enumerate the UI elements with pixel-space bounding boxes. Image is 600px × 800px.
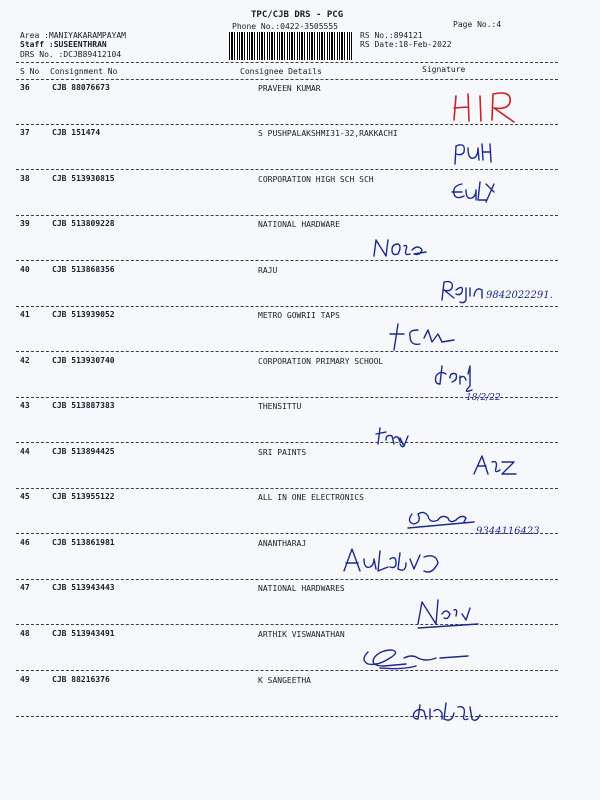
svg-text:9842022291.: 9842022291. <box>486 290 553 301</box>
signature-41 <box>388 320 462 354</box>
row-divider <box>16 260 558 261</box>
consignment-number: CJB 513930815 <box>52 174 115 183</box>
signature-36 <box>452 90 522 124</box>
row-divider <box>16 124 558 125</box>
signature-38 <box>450 178 500 208</box>
row-divider <box>16 351 558 352</box>
serial-number: 44 <box>20 447 30 456</box>
consignment-number: CJB 513955122 <box>52 492 115 501</box>
signature-49 <box>410 695 490 725</box>
serial-number: 39 <box>20 219 30 228</box>
sheet-title: TPC/CJB DRS - PCG <box>251 10 344 20</box>
col-consignment: Consignment No <box>50 67 118 76</box>
consignment-number: CJB 513887383 <box>52 401 115 410</box>
consignee-name: METRO GOWRII TAPS <box>258 311 340 320</box>
consignment-number: CJB 513809228 <box>52 219 115 228</box>
consignment-number: CJB 513861981 <box>52 538 115 547</box>
serial-number: 36 <box>20 83 30 92</box>
signature-44 <box>470 452 524 480</box>
svg-text:18/2/22: 18/2/22 <box>466 393 501 403</box>
consignment-number: CJB 513943443 <box>52 583 115 592</box>
signature-40 <box>438 276 558 304</box>
serial-number: 45 <box>20 492 30 501</box>
col-signature: Signature <box>422 65 466 74</box>
consignee-name: S PUSHPALAKSHMI31-32,RAKKACHI <box>258 129 398 138</box>
signature-46 <box>340 545 444 581</box>
barcode <box>229 32 352 60</box>
row-divider <box>16 442 558 443</box>
consignment-number: CJB 513943491 <box>52 629 115 638</box>
consignment-number: CJB 513894425 <box>52 447 115 456</box>
header-divider <box>16 62 558 63</box>
phone-number: Phone No.:0422-3505555 <box>232 22 338 31</box>
consignee-name: ARTHIK VISWANATHAN <box>258 630 345 639</box>
serial-number: 43 <box>20 401 30 410</box>
consignment-number: CJB 513939052 <box>52 310 115 319</box>
column-divider <box>16 79 558 80</box>
signature-42 <box>432 362 516 406</box>
consignment-number: CJB 151474 <box>52 128 101 137</box>
row-divider <box>16 215 558 216</box>
serial-number: 38 <box>20 174 30 183</box>
row-divider <box>16 306 558 307</box>
row-divider <box>16 488 558 489</box>
row-divider <box>16 169 558 170</box>
rs-number: RS No.:894121 <box>360 31 423 40</box>
signature-48 <box>356 644 476 674</box>
consignee-name: K SANGEETHA <box>258 676 311 685</box>
area-label: Area :MANIYAKARAMPAYAM <box>20 31 126 40</box>
signature-37 <box>452 140 502 168</box>
svg-text:9344116423: 9344116423 <box>476 526 540 537</box>
rs-date: RS Date:18-Feb-2022 <box>360 40 452 49</box>
serial-number: 40 <box>20 265 30 274</box>
consignment-number: CJB 88076673 <box>52 83 110 92</box>
drs-number: DRS No. :DCJB89412104 <box>20 50 122 59</box>
staff-label: Staff :SUSEENTHRAN <box>20 40 107 49</box>
consignee-name: RAJU <box>258 266 278 275</box>
consignment-number: CJB 88216376 <box>52 675 110 684</box>
serial-number: 46 <box>20 538 30 547</box>
col-consignee: Consignee Details <box>240 67 322 76</box>
signature-43 <box>374 424 416 450</box>
serial-number: 48 <box>20 629 30 638</box>
consignee-name: SRI PAINTS <box>258 448 307 457</box>
consignee-name: NATIONAL HARDWARE <box>258 220 340 229</box>
consignee-name: CORPORATION HIGH SCH SCH <box>258 175 374 184</box>
consignee-name: THENSITTU <box>258 402 302 411</box>
signature-45 <box>404 504 562 544</box>
serial-number: 37 <box>20 128 30 137</box>
serial-number: 47 <box>20 583 30 592</box>
col-sno: S No <box>20 67 40 76</box>
serial-number: 41 <box>20 310 30 319</box>
consignee-name: NATIONAL HARDWARES <box>258 584 345 593</box>
consignment-number: CJB 513930740 <box>52 356 115 365</box>
serial-number: 42 <box>20 356 30 365</box>
row-divider <box>16 670 558 671</box>
consignment-number: CJB 513868356 <box>52 265 115 274</box>
consignee-name: ANANTHARAJ <box>258 539 307 548</box>
serial-number: 49 <box>20 675 30 684</box>
signature-47 <box>414 596 484 632</box>
consignee-name: CORPORATION PRIMARY SCHOOL <box>258 357 384 366</box>
consignee-name: PRAVEEN KUMAR <box>258 84 321 93</box>
signature-39 <box>370 236 430 260</box>
page-number: Page No.:4 <box>453 20 502 29</box>
consignee-name: ALL IN ONE ELECTRONICS <box>258 493 364 502</box>
row-divider <box>16 579 558 580</box>
